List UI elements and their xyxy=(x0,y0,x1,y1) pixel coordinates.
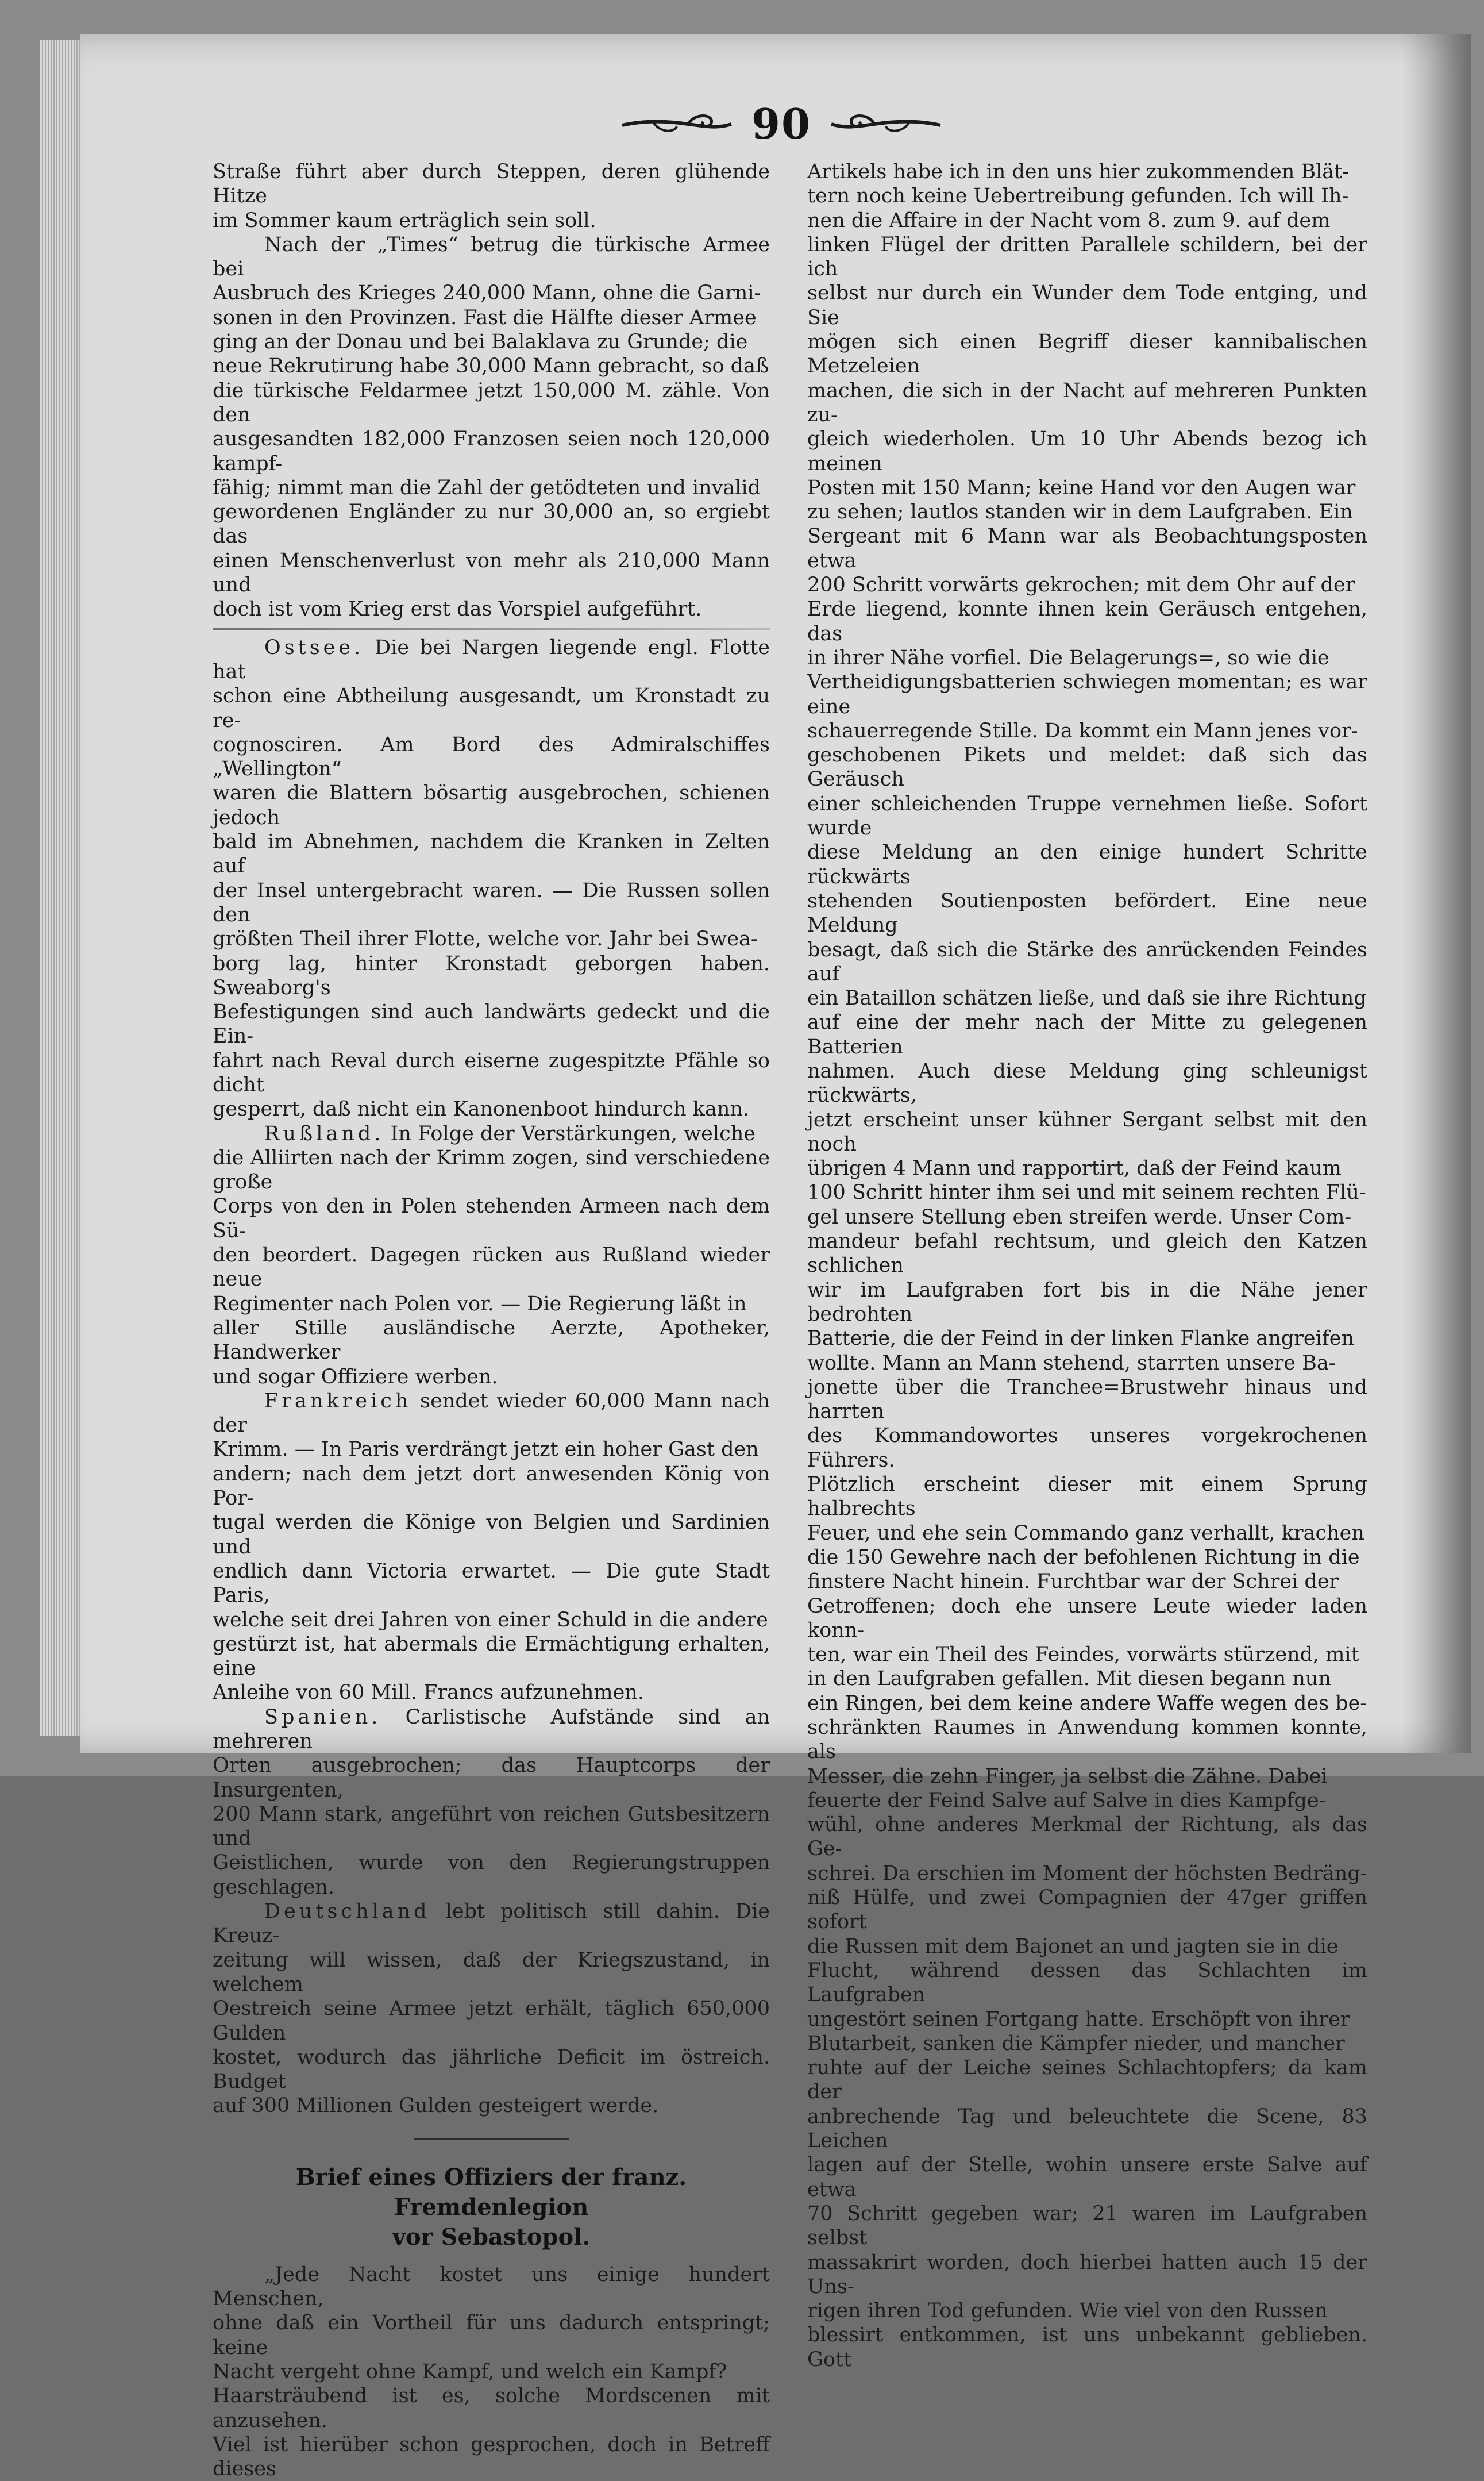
letter-continuation-line: zu sehen; lautlos standen wir in dem Laufgraben. Ein xyxy=(807,501,1353,524)
ostsee-line: waren die Blattern bösartig ausgebrochen, schienen jedoch xyxy=(213,782,770,829)
frankreich-line: andern; nach dem jetzt dort anwesenden König von Por- xyxy=(213,1462,770,1510)
letter-line: Nacht vergeht ohne Kampf, und welch ein Kampf? xyxy=(213,2360,727,2383)
ostsee-line: schon eine Abtheilung ausgesandt, um Kronstadt zu re- xyxy=(213,684,770,732)
times-line: ausgesandten 182,000 Franzosen seien noch 120,000 kampf- xyxy=(213,428,770,475)
letter-continuation-line: mandeur befahl rechtsum, und gleich den Katzen schlichen xyxy=(807,1230,1367,1278)
times-line: gewordenen Engländer zu nur 30,000 an, so ergiebt das xyxy=(213,501,770,548)
times-line: fähig; nimmt man die Zahl der getödteten und invalid xyxy=(213,476,761,499)
left-column xyxy=(213,160,770,2481)
letter-continuation-line: ten, war ein Theil des Feindes, vorwärts stürzend, mit xyxy=(807,1643,1359,1667)
letter-continuation-line: finstere Nacht hinein. Furchtbar war der Schrei der xyxy=(807,1570,1339,1594)
letter-continuation-line: Blutarbeit, sanken die Kämpfer nieder, und mancher xyxy=(807,2032,1345,2055)
intro-line: im Sommer kaum erträglich sein soll. xyxy=(213,209,596,232)
ostsee-line: Befestigungen sind auch landwärts gedeckt und die Ein- xyxy=(213,1001,770,1048)
russland-label: Rußland. xyxy=(264,1122,384,1145)
russland-text: In Folge der Verstärkungen, welche xyxy=(390,1122,756,1145)
letter-continuation-line: 200 Schritt vorwärts gekrochen; mit dem Ohr auf der xyxy=(807,574,1355,597)
letter-continuation-line: diese Meldung an den einige hundert Schritte rückwärts xyxy=(807,841,1367,888)
letter-continuation-line: schrei. Da erschien im Moment der höchsten Bedräng- xyxy=(807,1861,1367,1885)
letter-line: Viel ist hierüber schon gesprochen, doch in Betreff dieses xyxy=(213,2433,770,2481)
letter-continuation-line: in ihrer Nähe vorfiel. Die Belagerungs=, so wie die xyxy=(807,646,1329,670)
ostsee-line: größten Theil ihrer Flotte, welche vor. Jahr bei Swea- xyxy=(213,928,758,951)
letter-continuation-line: jonette über die Tranchee=Brustwehr hinaus und harrten xyxy=(807,1375,1367,1424)
letter-heading xyxy=(213,2163,770,2252)
book-page-edges xyxy=(40,40,86,1736)
letter-continuation-line: Getroffenen; doch ehe unsere Leute wieder laden konn- xyxy=(807,1594,1367,1642)
letter-continuation-line: Plötzlich erscheint dieser mit einem Sprung halbrechts xyxy=(807,1473,1367,1521)
letter-continuation-line: geschobenen Pikets und meldet: daß sich das Geräusch xyxy=(807,744,1367,791)
spanien-line: 200 Mann stark, angeführt von reichen Gutsbesitzern und xyxy=(213,1802,770,1851)
frankreich-label: Frankreich xyxy=(264,1389,412,1413)
letter-continuation-line: wir im Laufgraben fort bis in die Nähe jener bedrohten xyxy=(807,1278,1367,1326)
intro-line: Straße führt aber durch Steppen, deren glühende Hitze xyxy=(213,160,770,208)
ostsee-line: cognosciren. Am Bord des Admiralschiffes „Wellington“ xyxy=(213,733,770,781)
letter-continuation-line: die 150 Gewehre nach der befohlenen Richtung in die xyxy=(807,1545,1360,1569)
left-ornament-icon xyxy=(619,109,734,138)
russland-line: aller Stille ausländische Aerzte, Apotheker, Handwerker xyxy=(213,1316,770,1364)
times-line: einen Menschenverlust von mehr als 210,000 Mann und xyxy=(213,549,770,597)
letter-continuation-line: nahmen. Auch diese Meldung ging schleunigst rückwärts, xyxy=(807,1059,1367,1107)
letter-continuation-line: niß Hülfe, und zwei Compagnien der 47ger griffen sofort xyxy=(807,1886,1367,1934)
ostsee-label: Ostsee. xyxy=(264,636,364,659)
russland-line xyxy=(213,1122,770,1146)
article-divider xyxy=(414,2138,569,2140)
letter-continuation-line: Artikels habe ich in den uns hier zukommenden Blät- xyxy=(807,160,1350,183)
letter-continuation-line: schränkten Raumes in Anwendung kommen konnte, als xyxy=(807,1716,1367,1764)
letter-continuation-line: anbrechende Tag und beleuchtete die Scene, 83 Leichen xyxy=(807,2105,1367,2153)
letter-heading-line: Brief eines Offiziers der franz. Fremdenlegion xyxy=(295,2163,687,2221)
letter-continuation-line: 70 Schritt gegeben war; 21 waren im Laufgraben selbst xyxy=(807,2202,1367,2250)
frankreich-line: gestürzt ist, hat abermals die Ermächtigung erhalten, eine xyxy=(213,1632,770,1680)
letter-continuation-line: ein Bataillon schätzen ließe, und daß sie ihre Richtung xyxy=(807,987,1367,1010)
times-line: Nach der „Times“ betrug die türkische Armee bei xyxy=(213,233,770,281)
letter-continuation-line: schauerregende Stille. Da kommt ein Mann jenes vor- xyxy=(807,719,1358,743)
letter-continuation-line: lagen auf der Stelle, wohin unsere erste Salve auf etwa xyxy=(807,2153,1367,2201)
letter-continuation-line: auf eine der mehr nach der Mitte zu gelegenen Batterien xyxy=(807,1011,1367,1059)
section-rule xyxy=(213,628,770,630)
letter-continuation-line: 100 Schritt hinter ihm sei und mit seinem rechten Flü- xyxy=(807,1181,1366,1205)
deutschland-line: kostet, wodurch das jährliche Deficit im östreich. Budget xyxy=(213,2045,770,2094)
times-line: die türkische Feldarmee jetzt 150,000 M. zähle. Von den xyxy=(213,379,770,426)
letter-continuation-line: nen die Affaire in der Nacht vom 8. zum 9. auf dem xyxy=(807,209,1331,232)
letter-continuation-line: besagt, daß sich die Stärke des anrückenden Feindes auf xyxy=(807,938,1367,986)
letter-heading-line: vor Sebastopol. xyxy=(392,2223,591,2251)
letter-continuation-line: Erde liegend, konnte ihnen kein Geräusch entgehen, das xyxy=(807,598,1367,645)
spanien-label: Spanien. xyxy=(264,1705,381,1729)
letter-continuation-line: Vertheidigungsbatterien schwiegen momentan; es war eine xyxy=(807,671,1367,718)
ostsee-line: borg lag, hinter Kronstadt geborgen haben. Sweaborg's xyxy=(213,952,770,999)
times-line: doch ist vom Krieg erst das Vorspiel aufgeführt. xyxy=(213,598,702,621)
russland-line: Corps von den in Polen stehenden Armeen nach dem Sü- xyxy=(213,1195,770,1243)
spanien-line: Orten ausgebrochen; das Hauptcorps der Insurgenten, xyxy=(213,1754,770,1802)
right-ornament-icon xyxy=(828,109,943,138)
letter-continuation-line: übrigen 4 Mann und rapportirt, daß der Feind kaum xyxy=(807,1157,1342,1180)
letter-continuation-line: Sergeant mit 6 Mann war als Beobachtungsposten etwa xyxy=(807,525,1367,572)
frankreich-line: Krimm. — In Paris verdrängt jetzt ein hoher Gast den xyxy=(213,1438,759,1461)
frankreich-line: welche seit drei Jahren von einer Schuld in die andere xyxy=(213,1608,768,1632)
letter-continuation-line: selbst nur durch ein Wunder dem Tode entging, und Sie xyxy=(807,282,1367,329)
letter-continuation-line: gel unsere Stellung eben streifen werde. Unser Com- xyxy=(807,1205,1352,1229)
letter-continuation-line: stehenden Soutienposten befördert. Eine neue Meldung xyxy=(807,889,1367,937)
letter-continuation-line: die Russen mit dem Bajonet an und jagten sie in die xyxy=(807,1934,1339,1958)
spanien-line xyxy=(213,1705,770,1754)
letter-line: „Jede Nacht kostet uns einige hundert Menschen, xyxy=(213,2263,770,2311)
right-column xyxy=(807,160,1367,2372)
deutschland-line: auf 300 Millionen Gulden gesteigert werde. xyxy=(213,2094,659,2118)
ostsee-line: fahrt nach Reval durch eiserne zugespitzte Pfähle so dicht xyxy=(213,1049,770,1097)
frankreich-text: sendet wieder 60,000 Mann nach der xyxy=(213,1389,770,1437)
deutschland-line: Oestreich seine Armee jetzt erhält, täglich 650,000 Gulden xyxy=(213,1997,770,2045)
letter-continuation-line: Flucht, während dessen das Schlachten im Laufgraben xyxy=(807,1959,1367,2007)
deutschland-line xyxy=(213,1899,770,1948)
deutschland-line: zeitung will wissen, daß der Kriegszustand, in welchem xyxy=(213,1948,770,1996)
letter-continuation-line: in den Laufgraben gefallen. Mit diesen begann nun xyxy=(807,1667,1331,1691)
page-number: 90 xyxy=(751,99,812,148)
ostsee-line: gesperrt, daß nicht ein Kanonenboot hindurch kann. xyxy=(213,1098,750,1121)
times-line: ging an der Donau und bei Balaklava zu Grunde; die xyxy=(213,330,748,354)
gutter-shadow xyxy=(1402,34,1471,1753)
deutschland-label: Deutschland xyxy=(264,1900,430,1924)
spanien-text: Carlistische Aufstände sind an mehreren xyxy=(213,1705,770,1753)
frankreich-line xyxy=(213,1389,770,1438)
letter-continuation-line: Messer, die zehn Finger, ja selbst die Zähne. Dabei xyxy=(807,1764,1328,1788)
page-header xyxy=(609,98,954,149)
russland-line: die Alliirten nach der Krimm zogen, sind verschiedene große xyxy=(213,1146,770,1194)
ostsee-text: Die bei Nargen liegende engl. Flotte hat xyxy=(213,636,770,683)
russland-line: Regimenter nach Polen vor. — Die Regierung läßt in xyxy=(213,1292,747,1315)
letter-continuation-line: mögen sich einen Begriff dieser kannibalischen Metzeleien xyxy=(807,330,1367,378)
letter-continuation-line: feuerte der Feind Salve auf Salve in dies Kampfge- xyxy=(807,1788,1326,1812)
letter-line: ohne daß ein Vortheil für uns dadurch entspringt; keine xyxy=(213,2311,770,2359)
letter-continuation-line: ruhte auf der Leiche seines Schlachtopfers; da kam der xyxy=(807,2056,1367,2104)
russland-line: den beordert. Dagegen rücken aus Rußland wieder neue xyxy=(213,1244,770,1291)
frankreich-line: Anleihe von 60 Mill. Francs aufzunehmen. xyxy=(213,1681,644,1705)
letter-continuation-line: wühl, ohne anderes Merkmal der Richtung, als das Ge- xyxy=(807,1813,1367,1861)
letter-continuation-line: massakrirt worden, doch hierbei hatten auch 15 der Uns- xyxy=(807,2251,1367,2298)
times-line: neue Rekrutirung habe 30,000 Mann gebracht, so daß xyxy=(213,355,769,378)
russland-line: und sogar Offiziere werben. xyxy=(213,1365,498,1388)
letter-line: Haarsträubend ist es, solche Mordscenen mit anzusehen. xyxy=(213,2384,770,2432)
frankreich-line: endlich dann Victoria erwartet. — Die gute Stadt Paris, xyxy=(213,1559,770,1607)
ostsee-line: der Insel untergebracht waren. — Die Russen sollen den xyxy=(213,879,770,926)
letter-continuation-line: machen, die sich in der Nacht auf mehreren Punkten zu- xyxy=(807,379,1367,426)
spanien-line: Geistlichen, wurde von den Regierungstruppen geschlagen. xyxy=(213,1851,770,1899)
letter-continuation-line: Posten mit 150 Mann; keine Hand vor den Augen war xyxy=(807,476,1356,499)
letter-continuation-line: jetzt erscheint unser kühner Sergant selbst mit den noch xyxy=(807,1108,1367,1156)
frankreich-line: tugal werden die Könige von Belgien und Sardinien und xyxy=(213,1511,770,1559)
deutschland-text: lebt politisch still dahin. Die Kreuz- xyxy=(213,1900,770,1948)
letter-continuation-line: gleich wiederholen. Um 10 Uhr Abends bezog ich meinen xyxy=(807,428,1367,475)
letter-continuation-line: linken Flügel der dritten Parallele schildern, bei der ich xyxy=(807,233,1367,281)
letter-continuation-line: Feuer, und ehe sein Commando ganz verhallt, krachen xyxy=(807,1521,1364,1545)
letter-continuation-line: ein Ringen, bei dem keine andere Waffe wegen des be- xyxy=(807,1691,1367,1715)
times-line: Ausbruch des Krieges 240,000 Mann, ohne die Garni- xyxy=(213,282,761,305)
letter-continuation-line: Batterie, die der Feind in der linken Flanke angreifen xyxy=(807,1327,1355,1351)
letter-continuation-line: ungestört seinen Fortgang hatte. Erschöpft von ihrer xyxy=(807,2007,1350,2031)
letter-continuation-line: einer schleichenden Truppe vernehmen ließe. Sofort wurde xyxy=(807,792,1367,840)
times-line: sonen in den Provinzen. Fast die Hälfte dieser Armee xyxy=(213,306,757,329)
letter-continuation-line: des Kommandowortes unseres vorgekrochenen Führers. xyxy=(807,1424,1367,1472)
letter-continuation-line: blessirt entkommen, ist uns unbekannt geblieben. Gott xyxy=(807,2324,1367,2371)
letter-continuation-line: wollte. Mann an Mann stehend, starrten unsere Ba- xyxy=(807,1351,1336,1375)
letter-continuation-line: rigen ihren Tod gefunden. Wie viel von den Russen xyxy=(807,2299,1328,2323)
letter-continuation-line: tern noch keine Uebertreibung gefunden. Ich will Ih- xyxy=(807,184,1349,208)
ostsee-line: bald im Abnehmen, nachdem die Kranken in Zelten auf xyxy=(213,830,770,878)
ostsee-line xyxy=(213,636,770,684)
